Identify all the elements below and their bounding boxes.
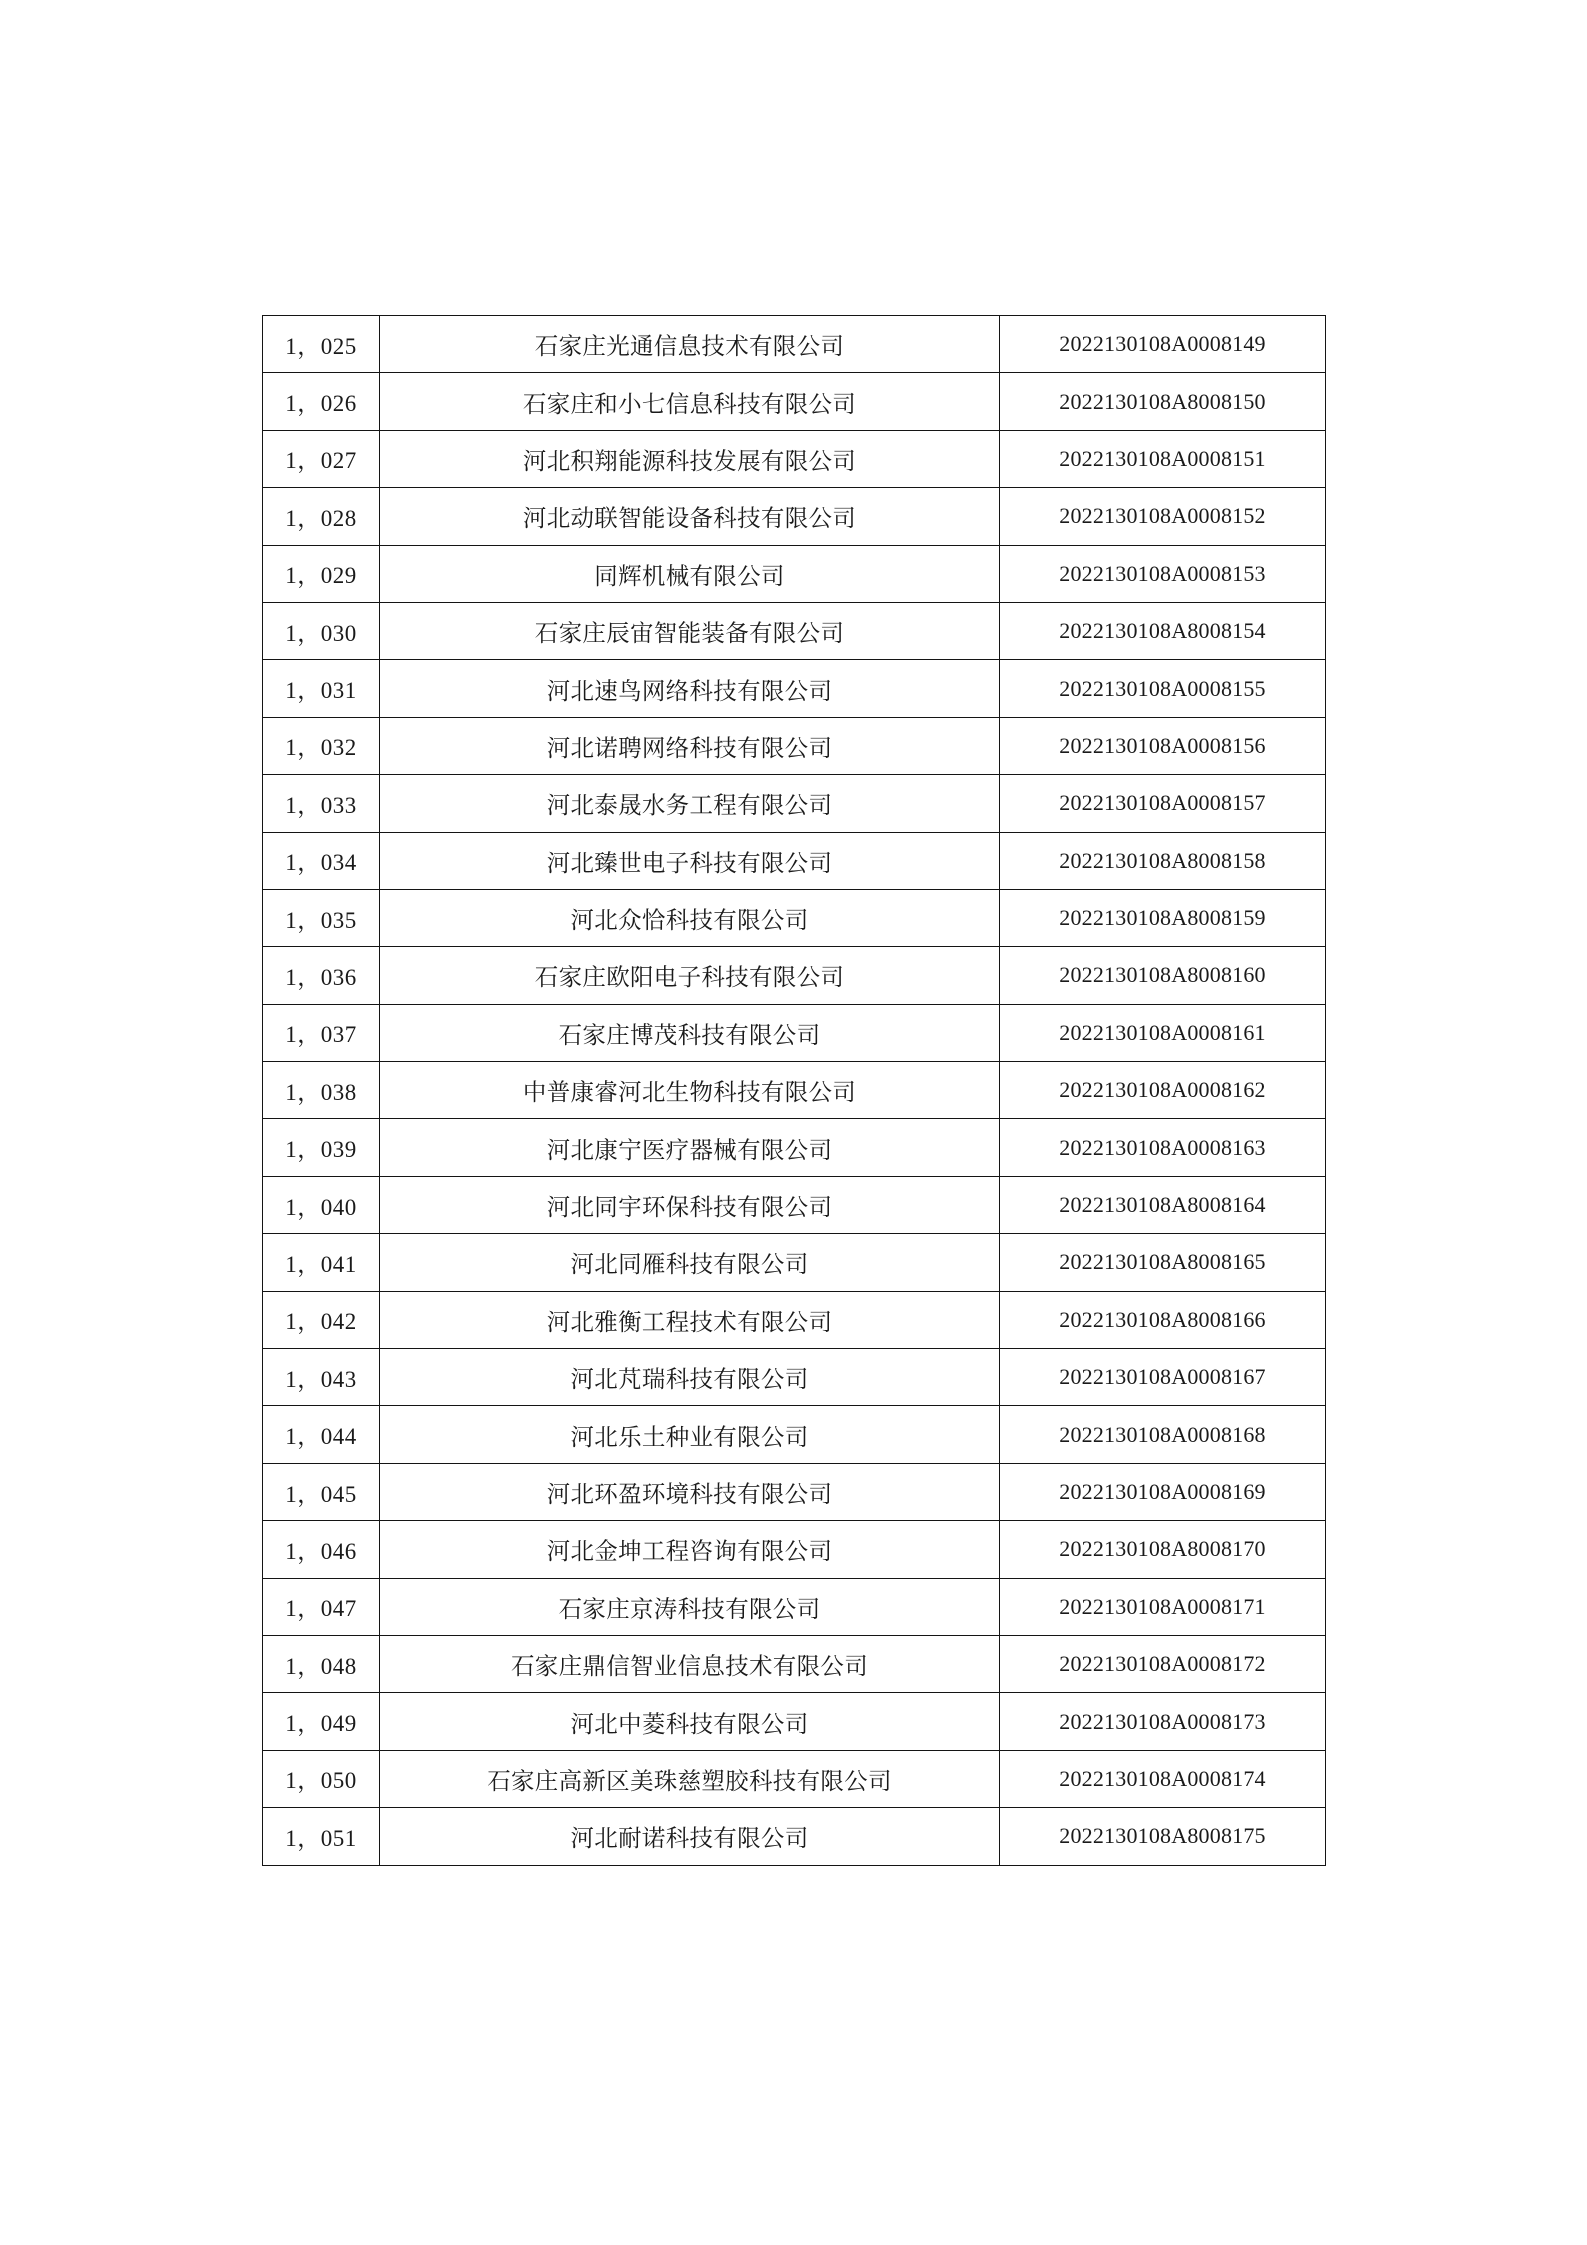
table-row [263,1750,1326,1807]
registration-code-cell: 2022130108A0008152 [1000,488,1326,545]
registration-code-cell: 2022130108A0008153 [1000,545,1326,602]
registration-code-cell: 2022130108A0008163 [1000,1119,1326,1176]
company-name-cell: 河北臻世电子科技有限公司 [380,832,1000,889]
serial-cell: 1，043 [263,1349,380,1406]
company-name-cell: 河北同宇环保科技有限公司 [380,1176,1000,1233]
table-row [263,602,1326,659]
company-name-cell: 河北动联智能设备科技有限公司 [380,488,1000,545]
company-name-cell: 石家庄辰宙智能装备有限公司 [380,602,1000,659]
serial-cell: 1，030 [263,602,380,659]
table-row [263,1234,1326,1291]
table-row [263,1406,1326,1463]
registration-code-cell: 2022130108A0008161 [1000,1004,1326,1061]
company-name-cell: 河北泰晟水务工程有限公司 [380,775,1000,832]
registration-code-cell: 2022130108A8008164 [1000,1176,1326,1233]
table-row [263,373,1326,430]
registration-code-cell: 2022130108A8008154 [1000,602,1326,659]
table-row [263,1463,1326,1520]
company-name-cell: 河北乐土种业有限公司 [380,1406,1000,1463]
table-row [263,832,1326,889]
table-row [263,1004,1326,1061]
company-name-cell: 石家庄京涛科技有限公司 [380,1578,1000,1635]
serial-cell: 1，049 [263,1693,380,1750]
table-row [263,1578,1326,1635]
table-row [263,1521,1326,1578]
company-name-cell: 石家庄光通信息技术有限公司 [380,316,1000,373]
company-name-cell: 石家庄鼎信智业信息技术有限公司 [380,1635,1000,1692]
table-row [263,775,1326,832]
company-name-cell: 河北众恰科技有限公司 [380,889,1000,946]
registration-code-cell: 2022130108A8008166 [1000,1291,1326,1348]
serial-cell: 1，033 [263,775,380,832]
company-registration-table [262,315,1326,1866]
table-row [263,717,1326,774]
serial-cell: 1，026 [263,373,380,430]
company-name-cell: 石家庄博茂科技有限公司 [380,1004,1000,1061]
company-name-cell: 河北中菱科技有限公司 [380,1693,1000,1750]
registration-code-cell: 2022130108A8008159 [1000,889,1326,946]
table-row [263,660,1326,717]
registration-code-cell: 2022130108A0008171 [1000,1578,1326,1635]
serial-cell: 1，036 [263,947,380,1004]
registration-code-cell: 2022130108A0008162 [1000,1062,1326,1119]
registration-code-cell: 2022130108A8008175 [1000,1808,1326,1865]
registration-code-cell: 2022130108A8008160 [1000,947,1326,1004]
table-row [263,1291,1326,1348]
company-name-cell: 石家庄和小七信息科技有限公司 [380,373,1000,430]
company-name-cell: 河北雅衡工程技术有限公司 [380,1291,1000,1348]
registration-code-cell: 2022130108A0008172 [1000,1635,1326,1692]
company-name-cell: 河北金坤工程咨询有限公司 [380,1521,1000,1578]
serial-cell: 1，034 [263,832,380,889]
registration-code-cell: 2022130108A0008167 [1000,1349,1326,1406]
company-name-cell: 河北芃瑞科技有限公司 [380,1349,1000,1406]
table-row [263,1176,1326,1233]
serial-cell: 1，050 [263,1750,380,1807]
company-name-cell: 石家庄欧阳电子科技有限公司 [380,947,1000,1004]
registration-code-cell: 2022130108A0008151 [1000,430,1326,487]
registration-code-cell: 2022130108A0008157 [1000,775,1326,832]
table-row [263,1119,1326,1176]
serial-cell: 1，045 [263,1463,380,1520]
serial-cell: 1，051 [263,1808,380,1865]
serial-cell: 1，046 [263,1521,380,1578]
registration-code-cell: 2022130108A0008149 [1000,316,1326,373]
serial-cell: 1，028 [263,488,380,545]
serial-cell: 1，047 [263,1578,380,1635]
serial-cell: 1，039 [263,1119,380,1176]
table-row [263,1808,1326,1865]
table-row [263,316,1326,373]
company-name-cell: 石家庄高新区美珠慈塑胶科技有限公司 [380,1750,1000,1807]
table-row [263,1349,1326,1406]
registration-code-cell: 2022130108A0008173 [1000,1693,1326,1750]
table-row [263,1062,1326,1119]
table-body [263,316,1326,1866]
serial-cell: 1，037 [263,1004,380,1061]
registration-code-cell: 2022130108A0008168 [1000,1406,1326,1463]
table-row [263,889,1326,946]
registration-code-cell: 2022130108A8008165 [1000,1234,1326,1291]
serial-cell: 1，040 [263,1176,380,1233]
company-name-cell: 河北耐诺科技有限公司 [380,1808,1000,1865]
company-name-cell: 同辉机械有限公司 [380,545,1000,602]
serial-cell: 1，032 [263,717,380,774]
company-name-cell: 中普康睿河北生物科技有限公司 [380,1062,1000,1119]
table-row [263,430,1326,487]
company-name-cell: 河北速鸟网络科技有限公司 [380,660,1000,717]
registration-code-cell: 2022130108A8008158 [1000,832,1326,889]
serial-cell: 1，031 [263,660,380,717]
registration-code-cell: 2022130108A8008150 [1000,373,1326,430]
table-row [263,545,1326,602]
company-name-cell: 河北环盈环境科技有限公司 [380,1463,1000,1520]
registration-code-cell: 2022130108A8008170 [1000,1521,1326,1578]
serial-cell: 1，038 [263,1062,380,1119]
company-name-cell: 河北积翔能源科技发展有限公司 [380,430,1000,487]
table-row [263,1693,1326,1750]
company-name-cell: 河北康宁医疗器械有限公司 [380,1119,1000,1176]
serial-cell: 1，035 [263,889,380,946]
company-name-cell: 河北同雁科技有限公司 [380,1234,1000,1291]
registration-code-cell: 2022130108A0008174 [1000,1750,1326,1807]
serial-cell: 1，027 [263,430,380,487]
company-name-cell: 河北诺聘网络科技有限公司 [380,717,1000,774]
serial-cell: 1，048 [263,1635,380,1692]
registration-code-cell: 2022130108A0008169 [1000,1463,1326,1520]
serial-cell: 1，041 [263,1234,380,1291]
serial-cell: 1，029 [263,545,380,602]
registration-code-cell: 2022130108A0008155 [1000,660,1326,717]
table-row [263,488,1326,545]
serial-cell: 1，025 [263,316,380,373]
table-row [263,947,1326,1004]
serial-cell: 1，042 [263,1291,380,1348]
table-row [263,1635,1326,1692]
serial-cell: 1，044 [263,1406,380,1463]
registration-code-cell: 2022130108A0008156 [1000,717,1326,774]
